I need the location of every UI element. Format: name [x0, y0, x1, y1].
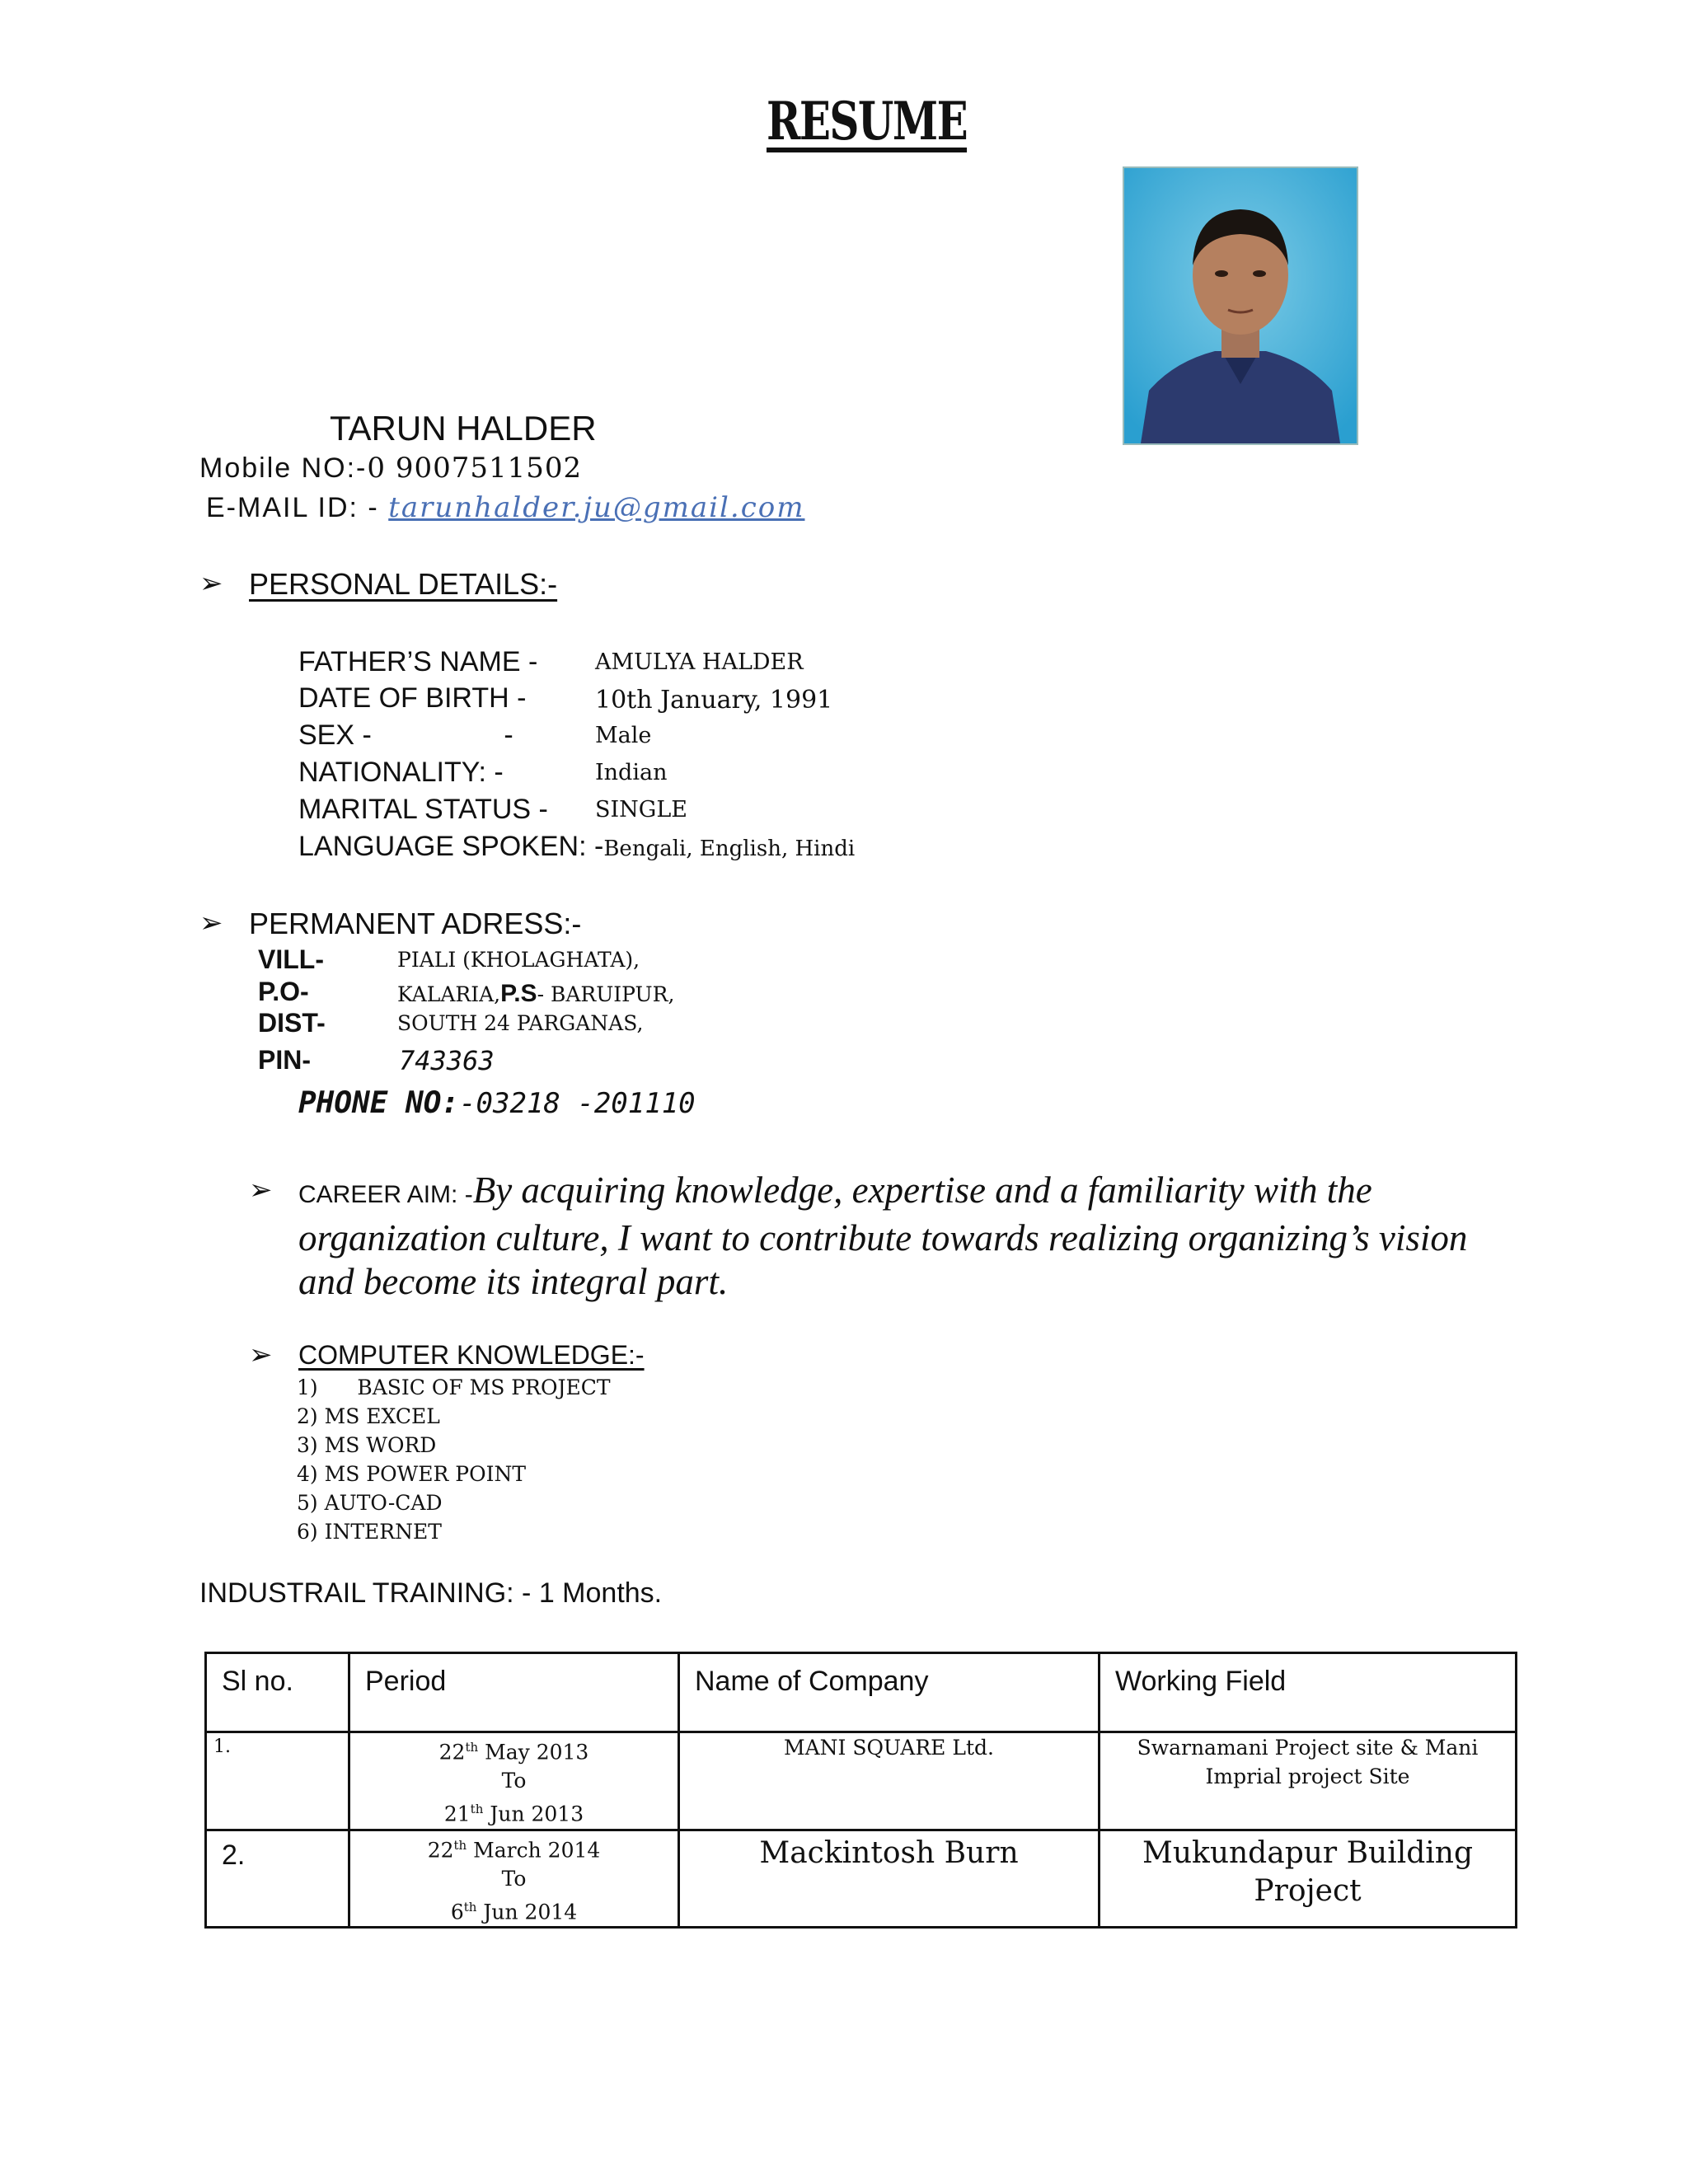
dist-value: SOUTH 24 PARGANAS,: [397, 1011, 644, 1035]
list-item: 2) MS EXCEL: [297, 1404, 440, 1428]
language-value: Bengali, English, Hindi: [603, 837, 856, 861]
list-item: 5) AUTO-CAD: [297, 1491, 443, 1515]
phone-label: PHONE NO:: [298, 1086, 460, 1120]
computer-knowledge-heading: COMPUTER KNOWLEDGE:-: [298, 1340, 645, 1370]
dob-value: 10th January, 1991: [595, 686, 833, 715]
dob-label: DATE OF BIRTH -: [298, 682, 527, 714]
period-from: 22th March 2014: [427, 1837, 601, 1862]
period-to: 21th Jun 2013: [443, 1802, 584, 1826]
training-table: [204, 1652, 1517, 1929]
fathers-name-value: AMULYA HALDER: [595, 649, 804, 675]
period-to-label: To: [501, 1769, 527, 1793]
table-header-row: [206, 1653, 1517, 1732]
mobile-line: [199, 452, 582, 485]
profile-photo: [1123, 166, 1358, 445]
sl-cell: 2.: [206, 1830, 349, 1928]
field-cell: Mukundapur Building Project: [1100, 1830, 1517, 1928]
career-aim: [298, 1169, 1469, 1304]
sl-cell: 1.: [206, 1732, 349, 1830]
person-photo-image: [1124, 168, 1357, 443]
period-cell: [349, 1732, 679, 1830]
column-header: Name of Company: [679, 1653, 1100, 1732]
resume-title: RESUME: [767, 91, 968, 152]
column-header: Period: [349, 1653, 679, 1732]
career-aim-label: CAREER AIM: -: [298, 1181, 473, 1208]
po-line: [397, 980, 674, 1008]
bullet-arrow-icon: ➢: [199, 567, 223, 600]
list-item: 4) MS POWER POINT: [297, 1462, 527, 1486]
ps-label: P.S: [500, 980, 537, 1007]
language-line: [298, 831, 855, 863]
company-cell: MANI SQUARE Ltd.: [679, 1732, 1100, 1830]
bullet-arrow-icon: ➢: [199, 907, 223, 940]
period-to: 6th Jun 2014: [450, 1899, 578, 1924]
mobile-label: Mobile NO:-: [199, 452, 368, 484]
computer-knowledge-list: [297, 1373, 611, 1546]
field-cell: Swarnamani Project site & Mani Imprial project Site: [1100, 1732, 1517, 1830]
phone-line: [298, 1086, 696, 1120]
sex-label: SEX - -: [298, 719, 513, 751]
period-to-label: To: [501, 1866, 527, 1891]
industrial-training-heading: INDUSTRAIL TRAINING: - 1 Months.: [199, 1577, 663, 1609]
email-line: [206, 491, 804, 524]
period-from: 22th May 2013: [438, 1740, 589, 1765]
mobile-number: 0 9007511502: [367, 452, 583, 485]
personal-details-heading: PERSONAL DETAILS:-: [249, 567, 558, 601]
career-aim-text: By acquiring knowledge, expertise and a familiarity with the organization culture, I want to contribute towards realizing organizing’s vision and become its integral part.: [298, 1169, 1468, 1302]
bullet-arrow-icon: ➢: [249, 1174, 273, 1207]
list-item: 6) INTERNET: [297, 1520, 442, 1544]
marital-status-label: MARITAL STATUS -: [298, 794, 548, 825]
ps-value: - BARUIPUR,: [537, 982, 675, 1006]
email-link[interactable]: tarunhalder.ju@gmail.com: [388, 491, 805, 524]
nationality-value: Indian: [595, 760, 668, 785]
dist-label: DIST-: [258, 1008, 326, 1038]
po-value: KALARIA,: [397, 982, 501, 1006]
column-header: Working Field: [1100, 1653, 1517, 1732]
marital-status-value: SINGLE: [595, 797, 687, 823]
fathers-name-label: FATHER’S NAME -: [298, 646, 538, 677]
period-cell: [349, 1830, 679, 1928]
company-cell: Mackintosh Burn: [679, 1830, 1100, 1928]
vill-value: PIALI (KHOLAGHATA),: [397, 948, 640, 972]
pin-value: 743363: [399, 1045, 495, 1076]
candidate-name: TARUN HALDER: [330, 409, 597, 448]
bullet-arrow-icon: ➢: [249, 1338, 273, 1371]
nationality-label: NATIONALITY: -: [298, 757, 504, 788]
list-item: 1) BASIC OF MS PROJECT: [297, 1376, 611, 1399]
po-label: P.O-: [258, 977, 309, 1006]
email-label: E-MAIL ID: -: [206, 492, 389, 523]
permanent-address-heading: PERMANENT ADRESS:-: [249, 907, 582, 940]
phone-value: -03218 -201110: [459, 1087, 696, 1120]
table-row: [206, 1732, 1517, 1830]
list-item: 3) MS WORD: [297, 1433, 437, 1457]
sex-value: Male: [595, 723, 652, 748]
vill-label: VILL-: [258, 944, 324, 974]
language-label: LANGUAGE SPOKEN: -: [298, 831, 604, 862]
column-header: Sl no.: [206, 1653, 349, 1732]
pin-label: PIN-: [258, 1045, 311, 1075]
table-row: [206, 1830, 1517, 1928]
